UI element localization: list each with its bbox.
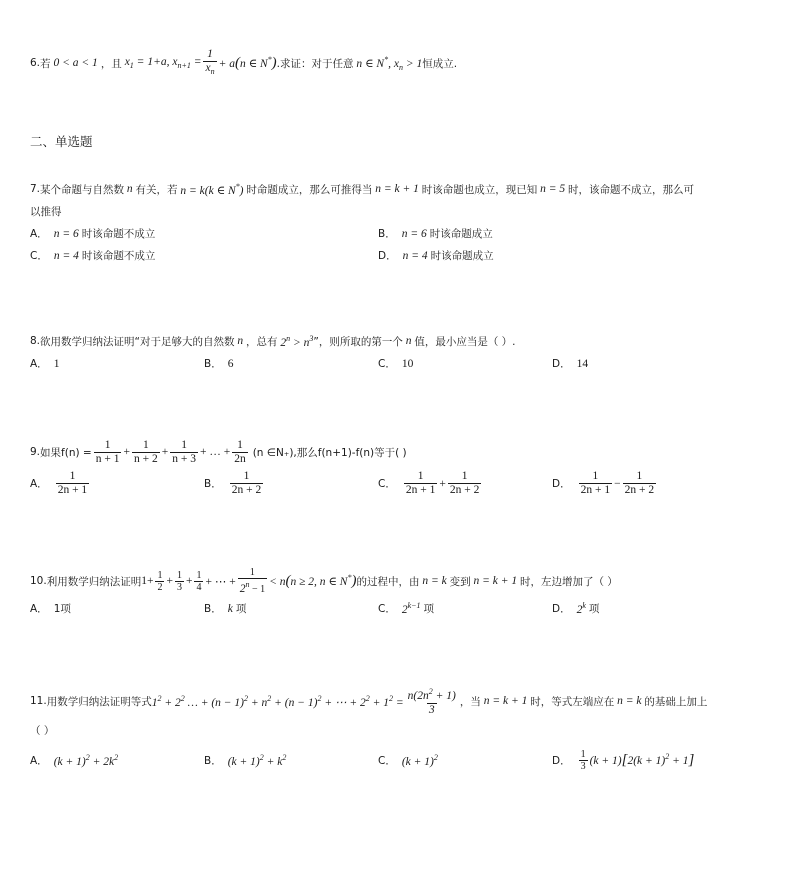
option-a[interactable]: A． n = 6 时该命题不成立 bbox=[30, 227, 156, 240]
question-11-cont: （ ） bbox=[30, 724, 55, 737]
question-number: 8. bbox=[30, 335, 41, 347]
question-number: 7. bbox=[30, 183, 41, 195]
option-d[interactable]: D． n = 4 时该命题成立 bbox=[378, 249, 494, 262]
option-d[interactable]: D． 2$^k$ 项 bbox=[552, 601, 600, 616]
question-10: 10. 利用数学归纳法证明 1+ $\frac{1}{2}$ + $\frac{1}{3}$ + $\frac{1}{4}$ + ⋯ + $\frac{1}{2^n - 1}$ < n(n ≥ 2, n ∈ N*) 的过程中，由 n = k 变到 n = k + 1 时，左边增加了（ ） bbox=[30, 567, 618, 595]
option-b[interactable]: B． k 项 bbox=[204, 602, 247, 615]
question-number: 6. bbox=[30, 57, 41, 69]
question-6: 6. 若 0 < a < 1 ，且 $x_1 = 1+a$, $x_{n+1}$ = $\frac{1}{x_n}$ + a(n ∈ N*) .求证：对于任意 n ∈ N*, $x_n > 1$ 恒成立. bbox=[30, 48, 458, 76]
question-7-cont: 以推得 bbox=[30, 205, 62, 218]
option-c[interactable]: C． $(k + 1)^2$ bbox=[378, 752, 438, 768]
option-b[interactable]: B． $\frac{1}{2n + 2}$ bbox=[204, 470, 262, 496]
section-heading: 二、单选题 bbox=[30, 134, 93, 149]
option-d[interactable]: D． $\frac{1}{2n + 1}$ − $\frac{1}{2n + 2}$ bbox=[552, 470, 655, 496]
recurrence-formula: $x_1 = 1+a$, $x_{n+1}$ = bbox=[121, 56, 202, 70]
option-d[interactable]: D． $\frac{1}{3}$ $(k + 1)[2(k + 1)^2 + 1]$ bbox=[552, 748, 695, 772]
question-number: 11. bbox=[30, 695, 47, 707]
option-c[interactable]: C． $2^{k-1}$ 项 bbox=[378, 601, 435, 616]
question-number: 9. bbox=[30, 446, 41, 458]
option-b[interactable]: B． 6 bbox=[204, 357, 234, 370]
option-c[interactable]: C． n = 4 时该命题不成立 bbox=[30, 249, 156, 262]
option-c[interactable]: C． 10 bbox=[378, 357, 414, 370]
option-a[interactable]: A． $(k + 1)^2 + 2k^2$ bbox=[30, 752, 119, 768]
option-b[interactable]: B． n = 6 时该命题成立 bbox=[378, 227, 493, 240]
question-11: 11. 用数学归纳法证明等式 $1^2 + 2^2$ … + $(n - 1)^2 + n^2 + (n - 1)^2$ + ⋯ + $2^2 + 1^2$ = $\frac{n(2n^2 + 1)}{3}$ ，当 n = k + 1 时，等式左端应在 n = k 的基础上加上 bbox=[30, 687, 708, 716]
option-c[interactable]: C． $\frac{1}{2n + 1}$ + $\frac{1}{2n + 2}$ bbox=[378, 470, 480, 496]
option-d[interactable]: D． 14 bbox=[552, 357, 589, 370]
question-7: 7. 某个命题与自然数 n 有关，若 n = k(k ∈ N*) 时命题成立，那么可推得当 n = k + 1 时该命题也成立，现已知 n = 5 时，该命题不成立，那么可 bbox=[30, 181, 694, 197]
option-a[interactable]: A． $\frac{1}{2n + 1}$ bbox=[30, 470, 88, 496]
option-a[interactable]: A． 1 bbox=[30, 357, 60, 370]
question-8: 8. 欲用数学归纳法证明“对于足够大的自然数 n ，总有 $2^n > n^3$ ”，则所取的第一个 n 值，最小应当是（ ）. bbox=[30, 333, 516, 349]
question-number: 10. bbox=[30, 575, 47, 587]
question-9: 9. 如果f(n) = $\frac{1}{n + 1}$ + $\frac{1}{n + 2}$ + $\frac{1}{n + 3}$ + … + $\frac{1}{2n}$ (n ∈N₊),那么f(n+1)-f(n)等于( ) bbox=[30, 438, 407, 465]
option-a[interactable]: A． 1项 bbox=[30, 603, 71, 615]
option-b[interactable]: B． $(k + 1)^2 + k^2$ bbox=[204, 752, 287, 768]
